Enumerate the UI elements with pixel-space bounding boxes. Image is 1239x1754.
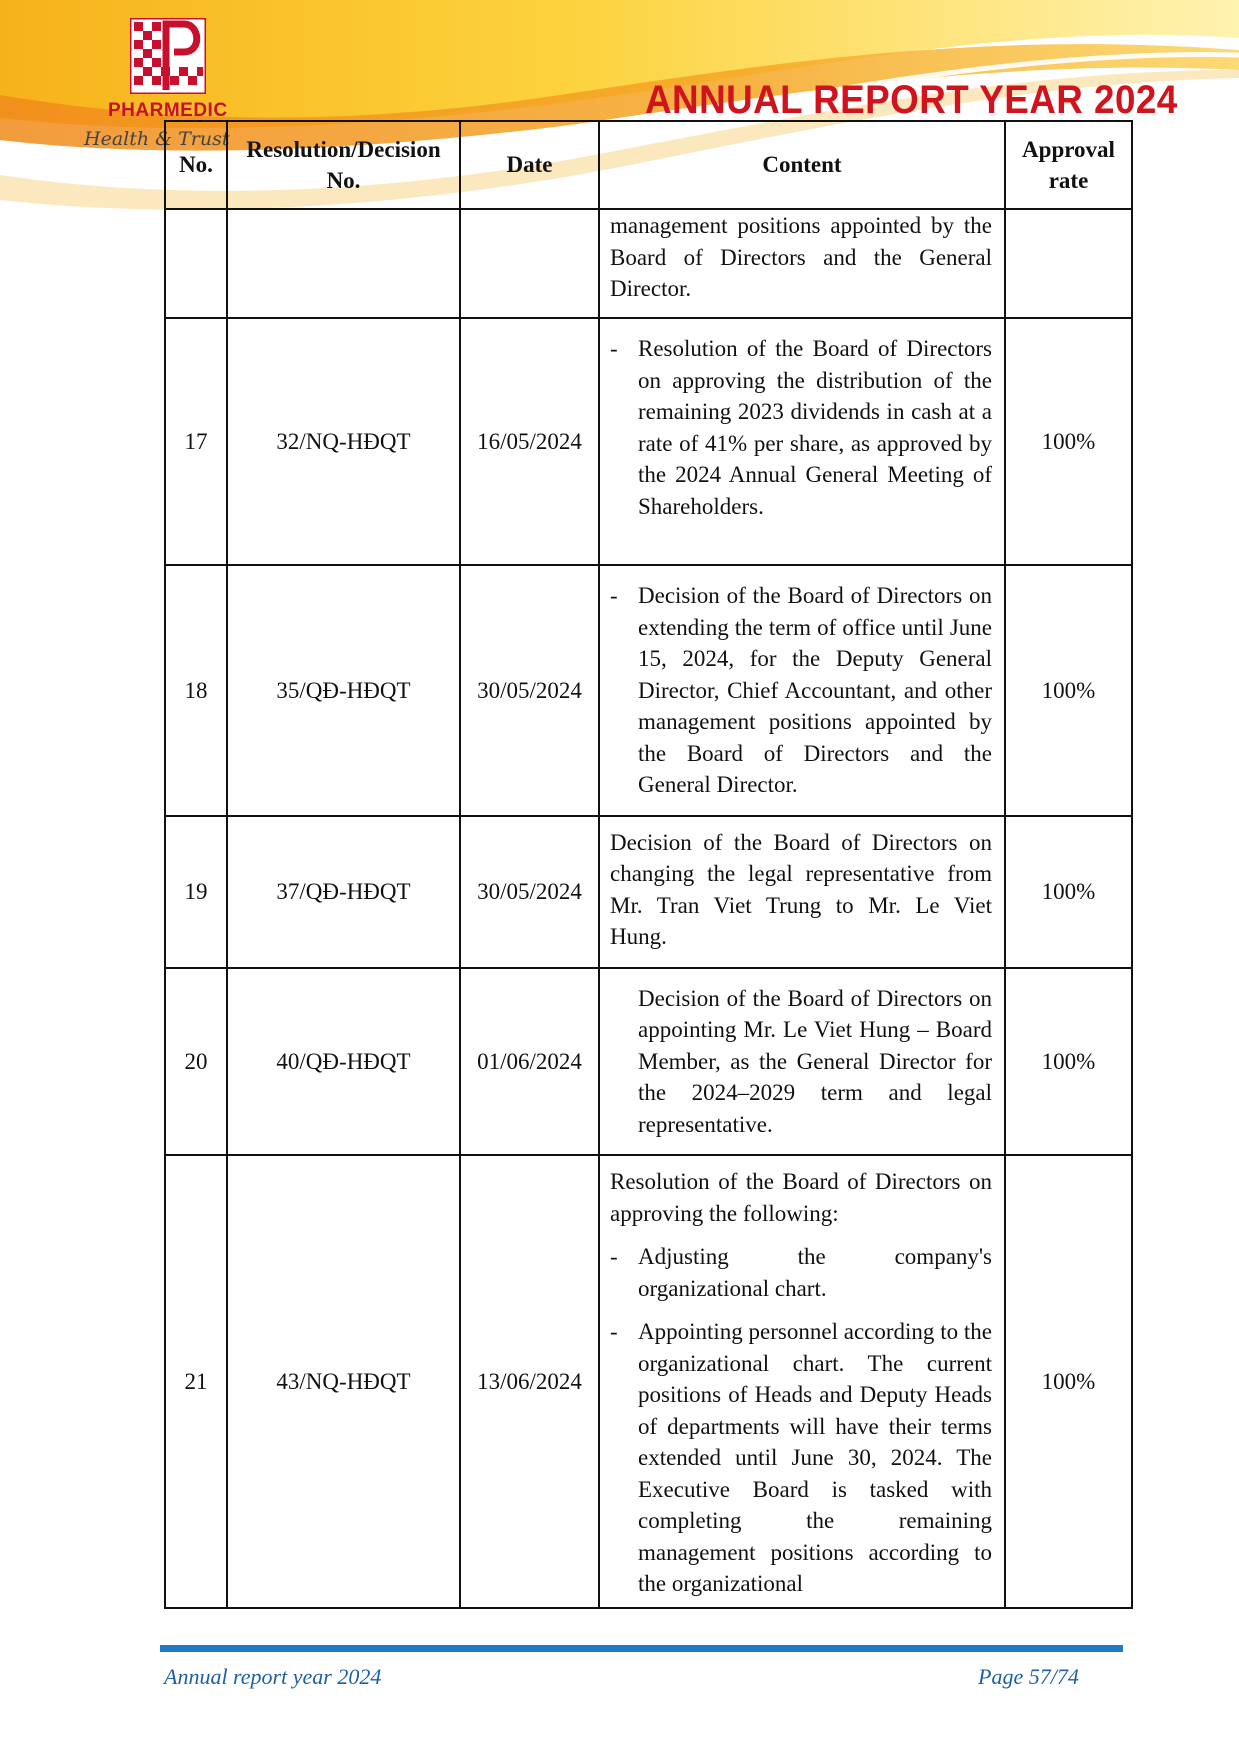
brand-tagline: Health & Trust — [84, 128, 230, 150]
header-content: Content — [599, 121, 1005, 209]
cell-resolution: 43/NQ-HĐQT — [227, 1155, 460, 1608]
footer-report-name: Annual report year 2024 — [164, 1664, 382, 1689]
header-resolution-line2: No. — [326, 168, 361, 193]
table-row — [165, 318, 1132, 565]
cell-resolution: 32/NQ-HĐQT — [227, 318, 460, 565]
content-bullet: - Adjusting the company's organizational chart. — [610, 1244, 992, 1301]
content-text: management positions appointed by the Board of Directors and the General Director. — [610, 213, 992, 301]
table-row — [165, 565, 1132, 816]
content-bullet-text: Appointing personnel according to the organizational chart. The current positions of Heads and Deputy Heads of departments will have their terms extended until June 30, 2024. The Executive Board is tasked with completing the remaining management positions according to the organizational — [638, 1319, 992, 1596]
cell-content — [599, 565, 1005, 816]
content-bullet: - Decision of the Board of Directors on extending the term of office until June 15, 2024, for the Deputy General Director, Chief Accountant, and other management positions appointed by the Board of Directors and the General Director. — [610, 583, 992, 797]
table-row-continued — [165, 209, 1132, 318]
cell-empty — [227, 209, 460, 318]
cell-date: 30/05/2024 — [460, 816, 599, 968]
content-bullet-text: Resolution of the Board of Directors on approving the distribution of the remaining 2023 dividends in cash at a rate of 41% per share, as approved by the 2024 Annual General Meeting of Shareholders. — [638, 336, 992, 519]
resolutions-table — [164, 120, 1133, 1609]
cell-no: 17 — [165, 318, 227, 565]
content-bullet-text: Adjusting the company's organizational chart. — [638, 1244, 992, 1301]
cell-no: 21 — [165, 1155, 227, 1608]
cell-approval-rate: 100% — [1005, 1155, 1132, 1608]
content-text: Decision of the Board of Directors on changing the legal representative from Mr. Tran Viet Trung to Mr. Le Viet Hung. — [610, 829, 992, 949]
cell-content — [599, 209, 1005, 318]
cell-date: 16/05/2024 — [460, 318, 599, 565]
cell-content — [599, 318, 1005, 565]
header-resolution — [227, 121, 460, 209]
content-intro: Resolution of the Board of Directors on approving the following: — [610, 1169, 992, 1226]
cell-approval-rate: 100% — [1005, 565, 1132, 816]
header-approval — [1005, 121, 1132, 209]
footer-page-number: Page 57/74 — [978, 1664, 1079, 1689]
table-row — [165, 816, 1132, 968]
cell-no: 20 — [165, 968, 227, 1156]
cell-no: 19 — [165, 816, 227, 968]
cell-empty — [165, 209, 227, 318]
table-row — [165, 1155, 1132, 1608]
header-date: Date — [460, 121, 599, 209]
header-approval-line1: Approval — [1022, 136, 1115, 162]
content-bullet-text: Decision of the Board of Directors on extending the term of office until June 15, 2024, for the Deputy General Director, Chief Accountant, and other management positions appointed by the Board of Directors and the General Director. — [638, 583, 992, 797]
cell-resolution: 35/QĐ-HĐQT — [227, 565, 460, 816]
cell-content — [599, 1155, 1005, 1608]
cell-resolution: 37/QĐ-HĐQT — [227, 816, 460, 968]
cell-content — [599, 816, 1005, 968]
cell-resolution: 40/QĐ-HĐQT — [227, 968, 460, 1156]
cell-content — [599, 968, 1005, 1156]
footer-divider — [160, 1645, 1123, 1652]
header-no: No. — [165, 121, 227, 209]
cell-empty — [1005, 209, 1132, 318]
table-header-row — [165, 121, 1132, 209]
cell-date: 01/06/2024 — [460, 968, 599, 1156]
cell-empty — [460, 209, 599, 318]
cell-approval-rate: 100% — [1005, 968, 1132, 1156]
content-bullet: - Resolution of the Board of Directors on approving the distribution of the remaining 2023 dividends in cash at a rate of 41% per share, as approved by the 2024 Annual General Meeting of Shareholders. — [610, 336, 992, 519]
cell-no: 18 — [165, 565, 227, 816]
cell-approval-rate: 100% — [1005, 318, 1132, 565]
content-text: Decision of the Board of Directors on appointing Mr. Le Viet Hung – Board Member, as the General Director for the 2024–2029 term and legal representative. — [638, 985, 992, 1137]
brand-name: PHARMEDIC — [108, 100, 228, 121]
header-approval-line2: rate — [1048, 168, 1089, 193]
cell-date: 13/06/2024 — [460, 1155, 599, 1608]
report-title: ANNUAL REPORT YEAR 2024 — [645, 78, 1178, 122]
header-resolution-line1: Resolution/Decision — [246, 136, 441, 162]
table-row — [165, 968, 1132, 1156]
cell-approval-rate: 100% — [1005, 816, 1132, 968]
pharmedic-logo — [130, 18, 206, 94]
content-bullet: - Appointing personnel according to the organizational chart. The current positions of Heads and Deputy Heads of departments will have their terms extended until June 30, 2024. The Executive Board is tasked with completing the remaining management positions according to the organizational — [610, 1319, 992, 1596]
cell-date: 30/05/2024 — [460, 565, 599, 816]
